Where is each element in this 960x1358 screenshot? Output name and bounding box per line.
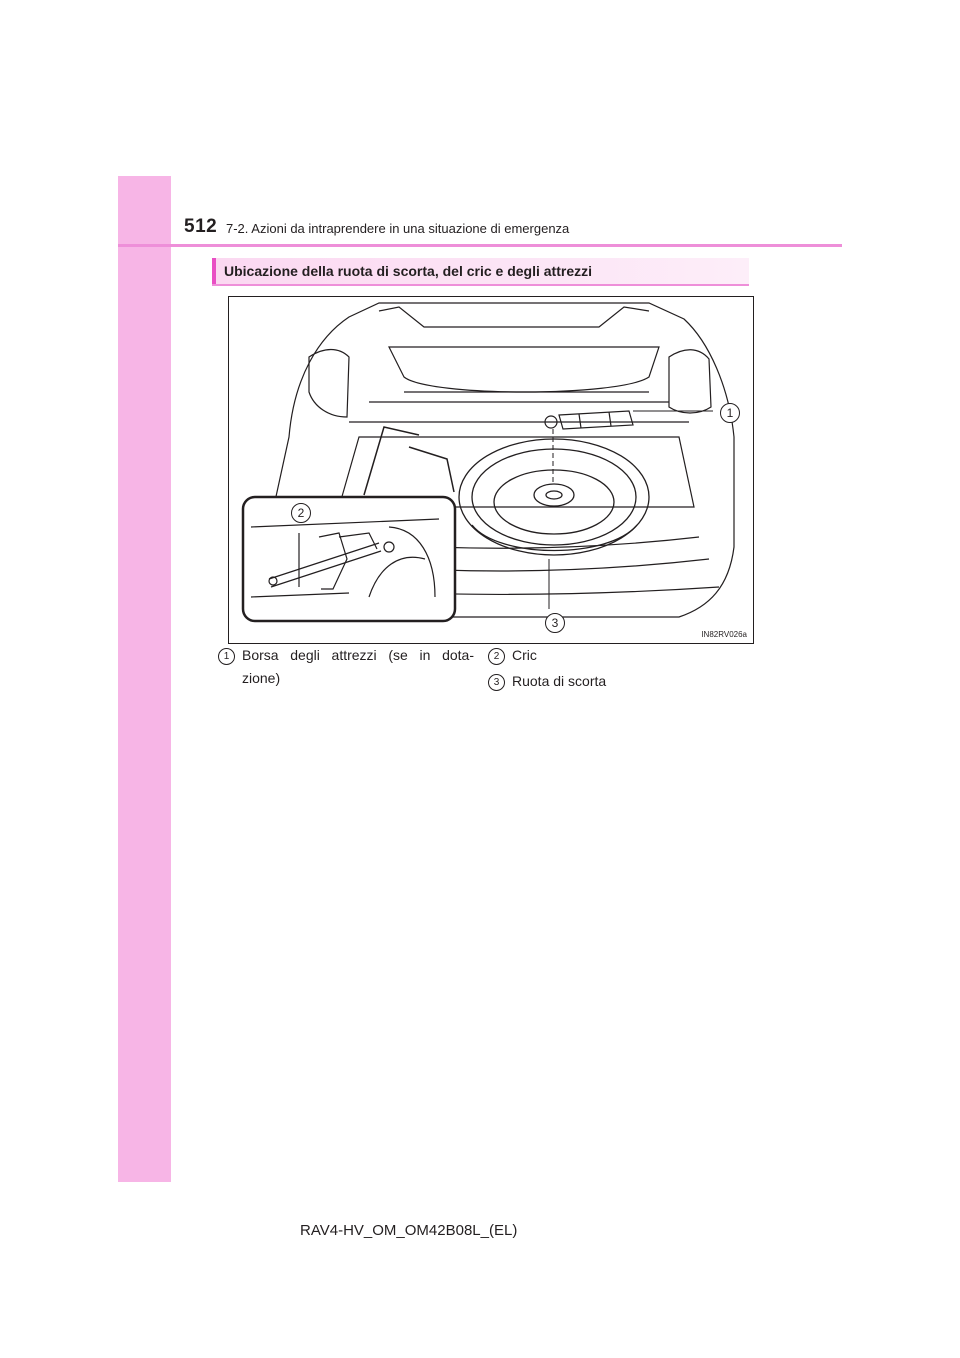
legend-text-2: Cric (512, 647, 537, 663)
legend-number-2: 2 (488, 648, 505, 665)
header-rule (118, 244, 842, 247)
page-number: 512 (184, 216, 218, 237)
callout-1: 1 (720, 403, 740, 423)
callout-2: 2 (291, 503, 311, 523)
luggage-area-illustration (228, 296, 754, 644)
section-header: 7-2. Azioni da intraprendere in una situazione di emergenza (226, 221, 570, 236)
legend-text-3: Ruota di scorta (512, 673, 607, 689)
sidebar-tab (118, 176, 171, 1182)
legend-number-3: 3 (488, 674, 505, 691)
legend-number-1: 1 (218, 648, 235, 665)
legend-text-1a: Borsa degli attrezzi (se in dota- (242, 647, 474, 663)
trunk-line-drawing (229, 297, 753, 643)
document-code-footer: RAV4-HV_OM_OM42B08L_(EL) (300, 1222, 518, 1239)
section-title: Ubicazione della ruota di scorta, del cric e degli attrezzi (224, 263, 592, 279)
heading-marker (212, 258, 216, 284)
figure-code: IN82RV026a (701, 630, 747, 639)
callout-3: 3 (545, 613, 565, 633)
section-heading-band (212, 258, 749, 286)
legend-text-1b: zione) (242, 670, 281, 686)
